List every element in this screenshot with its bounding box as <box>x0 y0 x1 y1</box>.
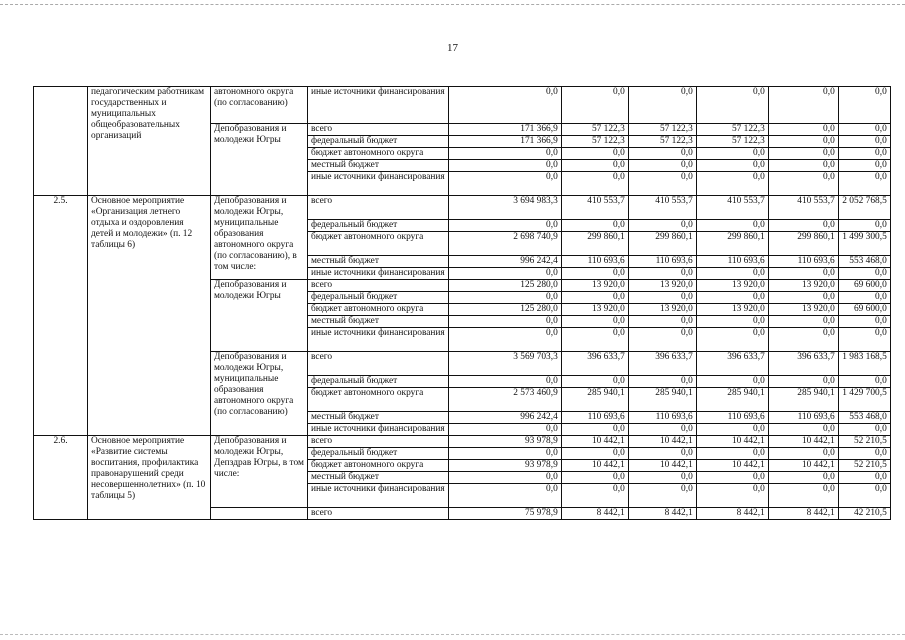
table-row <box>34 87 891 124</box>
table-cell: 0,0 <box>628 328 696 352</box>
table-cell: Депобразования и молодежи Югры <box>211 280 308 352</box>
table-cell: 0,0 <box>561 220 628 232</box>
table-cell: 8 442,1 <box>561 508 628 520</box>
table-cell: 0,0 <box>768 484 838 508</box>
table-cell: 125 280,0 <box>448 280 561 292</box>
table-cell: 299 860,1 <box>628 232 696 256</box>
table-cell: 0,0 <box>628 87 696 124</box>
table-cell: 0,0 <box>448 448 561 460</box>
table-cell: 0,0 <box>768 328 838 352</box>
table-cell: 0,0 <box>838 316 890 328</box>
table-cell: 0,0 <box>696 268 768 280</box>
table-cell: 996 242,4 <box>448 256 561 268</box>
table-cell: федеральный бюджет <box>308 220 449 232</box>
table-cell: 110 693,6 <box>696 256 768 268</box>
funding-table <box>33 86 891 520</box>
table-cell: 57 122,3 <box>628 136 696 148</box>
table-cell: 0,0 <box>838 124 890 136</box>
table-cell: 10 442,1 <box>696 460 768 472</box>
table-row <box>34 436 891 448</box>
table-cell: 0,0 <box>561 172 628 196</box>
table-cell: Депобразования и молодежи Югры <box>211 124 308 196</box>
table-cell: 0,0 <box>838 172 890 196</box>
table-cell: 0,0 <box>768 424 838 436</box>
table-cell: 0,0 <box>768 220 838 232</box>
table-cell: 1 429 700,5 <box>838 388 890 412</box>
table-cell: иные источники финансирования <box>308 328 449 352</box>
table-cell: 396 633,7 <box>696 352 768 376</box>
table-cell: 396 633,7 <box>768 352 838 376</box>
table-cell: 0,0 <box>838 424 890 436</box>
table-cell: 110 693,6 <box>768 256 838 268</box>
table-cell: 2.6. <box>34 436 88 520</box>
table-cell: бюджет автономного округа <box>308 388 449 412</box>
table-cell: 10 442,1 <box>696 436 768 448</box>
table-cell: 285 940,1 <box>628 388 696 412</box>
table-cell: 110 693,6 <box>628 412 696 424</box>
table-cell: 285 940,1 <box>561 388 628 412</box>
table-cell: 0,0 <box>696 484 768 508</box>
table-cell: 57 122,3 <box>696 124 768 136</box>
table-cell: 0,0 <box>838 484 890 508</box>
table-cell: 171 366,9 <box>448 124 561 136</box>
table-cell: 299 860,1 <box>768 232 838 256</box>
table-cell: 0,0 <box>561 268 628 280</box>
table-cell: 0,0 <box>561 376 628 388</box>
table-row <box>34 196 891 220</box>
table-cell: 0,0 <box>838 376 890 388</box>
table-cell: 0,0 <box>768 160 838 172</box>
table-cell: местный бюджет <box>308 256 449 268</box>
table-cell: 69 600,0 <box>838 280 890 292</box>
table-body <box>34 87 891 520</box>
table-cell: 0,0 <box>768 87 838 124</box>
table-cell: 110 693,6 <box>768 412 838 424</box>
table-cell: 0,0 <box>448 160 561 172</box>
table-cell: 69 600,0 <box>838 304 890 316</box>
table-cell: 0,0 <box>628 220 696 232</box>
table-cell: 110 693,6 <box>628 256 696 268</box>
table-cell: иные источники финансирования <box>308 424 449 436</box>
table-cell: 396 633,7 <box>628 352 696 376</box>
table-cell: 110 693,6 <box>561 412 628 424</box>
table-cell: 0,0 <box>561 484 628 508</box>
table-cell: 0,0 <box>696 316 768 328</box>
table-cell: 0,0 <box>561 292 628 304</box>
table-cell: 8 442,1 <box>768 508 838 520</box>
table-cell: 0,0 <box>838 148 890 160</box>
table-cell: бюджет автономного округа <box>308 232 449 256</box>
table-cell: 0,0 <box>838 160 890 172</box>
table-cell: 93 978,9 <box>448 436 561 448</box>
table-cell: 0,0 <box>696 160 768 172</box>
table-cell: 0,0 <box>696 376 768 388</box>
table-cell: иные источники финансирования <box>308 87 449 124</box>
table-cell: Основное мероприятие «Развитие системы воспитания, профилактика правонарушений среди несовершеннолетних» (п. 10 таблицы 5) <box>88 436 211 520</box>
table-cell: 0,0 <box>768 124 838 136</box>
table-cell: местный бюджет <box>308 160 449 172</box>
table-cell: 0,0 <box>561 472 628 484</box>
table-cell: 0,0 <box>838 292 890 304</box>
table-cell: 0,0 <box>561 328 628 352</box>
table-cell <box>34 87 88 196</box>
table-cell: 0,0 <box>696 220 768 232</box>
table-cell: 10 442,1 <box>628 460 696 472</box>
table-cell: всего <box>308 196 449 220</box>
table-cell: 57 122,3 <box>628 124 696 136</box>
table-cell: 299 860,1 <box>561 232 628 256</box>
table-cell: 2 573 460,9 <box>448 388 561 412</box>
table-cell: федеральный бюджет <box>308 136 449 148</box>
table-cell: 0,0 <box>628 316 696 328</box>
table-cell: 0,0 <box>838 448 890 460</box>
table-cell: 75 978,9 <box>448 508 561 520</box>
table-cell: 57 122,3 <box>561 124 628 136</box>
table-cell: 13 920,0 <box>561 304 628 316</box>
table-cell: 0,0 <box>628 160 696 172</box>
table-cell: 10 442,1 <box>561 436 628 448</box>
table-cell: 2 052 768,5 <box>838 196 890 220</box>
table-cell: 0,0 <box>448 172 561 196</box>
table-cell: всего <box>308 436 449 448</box>
table-cell: 0,0 <box>696 148 768 160</box>
table-cell <box>211 508 308 520</box>
table-cell: 57 122,3 <box>696 136 768 148</box>
table-cell: 996 242,4 <box>448 412 561 424</box>
table-cell: 0,0 <box>768 268 838 280</box>
table-cell: 13 920,0 <box>768 304 838 316</box>
table-cell: 93 978,9 <box>448 460 561 472</box>
table-cell: 52 210,5 <box>838 436 890 448</box>
table-cell: 10 442,1 <box>768 436 838 448</box>
top-scan-line <box>0 4 905 5</box>
table-cell: Основное мероприятие «Организация летнего отдыха и оздоровления детей и молодежи» (п. 12 таблицы 6) <box>88 196 211 436</box>
table-cell: 10 442,1 <box>628 436 696 448</box>
table-cell: федеральный бюджет <box>308 376 449 388</box>
table-cell: 285 940,1 <box>768 388 838 412</box>
table-cell: 0,0 <box>448 424 561 436</box>
table-cell: федеральный бюджет <box>308 292 449 304</box>
table-cell: 0,0 <box>838 87 890 124</box>
table-cell: 110 693,6 <box>561 256 628 268</box>
table-cell: Депобразования и молодежи Югры, муниципальные образования автономного округа (по согласованию), в том числе: <box>211 196 308 280</box>
table-cell: 0,0 <box>628 484 696 508</box>
table-cell: 0,0 <box>838 268 890 280</box>
table-cell: всего <box>308 124 449 136</box>
bottom-scan-line <box>0 634 905 635</box>
table-cell: местный бюджет <box>308 472 449 484</box>
table-cell: 110 693,6 <box>696 412 768 424</box>
table-cell: 410 553,7 <box>768 196 838 220</box>
table-cell: 0,0 <box>448 292 561 304</box>
table-cell: 0,0 <box>768 136 838 148</box>
table-cell: 10 442,1 <box>768 460 838 472</box>
table-cell: 171 366,9 <box>448 136 561 148</box>
table-cell: 299 860,1 <box>696 232 768 256</box>
table-cell: 0,0 <box>768 148 838 160</box>
table-cell: 0,0 <box>768 172 838 196</box>
table-cell: 553 468,0 <box>838 256 890 268</box>
table-cell: 42 210,5 <box>838 508 890 520</box>
table-cell: 396 633,7 <box>561 352 628 376</box>
table-cell: автономного округа (по согласованию) <box>211 87 308 124</box>
table-cell: 8 442,1 <box>628 508 696 520</box>
table-cell: 0,0 <box>696 292 768 304</box>
table-cell: 13 920,0 <box>768 280 838 292</box>
table-cell: 0,0 <box>628 268 696 280</box>
table-cell: иные источники финансирования <box>308 172 449 196</box>
table-cell: 13 920,0 <box>628 280 696 292</box>
table-cell: 0,0 <box>561 316 628 328</box>
table-cell: 0,0 <box>561 448 628 460</box>
table-cell: 0,0 <box>628 172 696 196</box>
table-cell: 2.5. <box>34 196 88 436</box>
table-cell: 0,0 <box>448 148 561 160</box>
table-cell: 0,0 <box>561 148 628 160</box>
table-cell: 0,0 <box>448 87 561 124</box>
table-cell: 125 280,0 <box>448 304 561 316</box>
table-cell: бюджет автономного округа <box>308 460 449 472</box>
page-number: 17 <box>447 42 458 54</box>
table-cell: 0,0 <box>561 160 628 172</box>
table-cell: 0,0 <box>628 448 696 460</box>
table-cell: 0,0 <box>696 328 768 352</box>
table-cell: 13 920,0 <box>696 280 768 292</box>
table-cell: 0,0 <box>561 87 628 124</box>
table-cell: 0,0 <box>628 424 696 436</box>
table-cell: 0,0 <box>628 292 696 304</box>
table-cell: 0,0 <box>838 220 890 232</box>
table-cell: 0,0 <box>448 268 561 280</box>
table-cell: 0,0 <box>628 472 696 484</box>
table-cell: местный бюджет <box>308 316 449 328</box>
table-cell: 0,0 <box>768 472 838 484</box>
table-cell: всего <box>308 352 449 376</box>
table-cell: 0,0 <box>768 448 838 460</box>
table-cell: местный бюджет <box>308 412 449 424</box>
table-cell: Депобразования и молодежи Югры, муниципальные образования автономного округа (по согласованию) <box>211 352 308 436</box>
table-cell: 13 920,0 <box>628 304 696 316</box>
table-cell: 410 553,7 <box>628 196 696 220</box>
table-cell: 13 920,0 <box>696 304 768 316</box>
table-cell: 0,0 <box>448 328 561 352</box>
table-cell: 57 122,3 <box>561 136 628 148</box>
table-cell: 553 468,0 <box>838 412 890 424</box>
table-cell: 0,0 <box>838 328 890 352</box>
table-cell: 0,0 <box>628 376 696 388</box>
table-cell: 410 553,7 <box>561 196 628 220</box>
table-cell: 10 442,1 <box>561 460 628 472</box>
table-cell: 0,0 <box>696 472 768 484</box>
table-cell: 0,0 <box>696 172 768 196</box>
table-cell: федеральный бюджет <box>308 448 449 460</box>
table-cell: 0,0 <box>768 316 838 328</box>
table-cell: 0,0 <box>448 472 561 484</box>
table-cell: 0,0 <box>768 376 838 388</box>
table-cell: 0,0 <box>696 87 768 124</box>
table-cell: 0,0 <box>448 484 561 508</box>
table-cell: 0,0 <box>448 376 561 388</box>
table-cell: бюджет автономного округа <box>308 148 449 160</box>
table-cell: 0,0 <box>838 472 890 484</box>
table-cell: 1 499 300,5 <box>838 232 890 256</box>
table-cell: 52 210,5 <box>838 460 890 472</box>
table-cell: иные источники финансирования <box>308 484 449 508</box>
table-cell: бюджет автономного округа <box>308 304 449 316</box>
table-cell: Депобразования и молодежи Югры, Депздрав Югры, в том числе: <box>211 436 308 508</box>
table-cell: 0,0 <box>768 292 838 304</box>
table-cell: 2 698 740,9 <box>448 232 561 256</box>
table-cell: всего <box>308 508 449 520</box>
table-cell: 0,0 <box>448 316 561 328</box>
table-cell: иные источники финансирования <box>308 268 449 280</box>
table-cell: 0,0 <box>628 148 696 160</box>
table-cell: 13 920,0 <box>561 280 628 292</box>
table-cell: 285 940,1 <box>696 388 768 412</box>
table-cell: 410 553,7 <box>696 196 768 220</box>
table-cell: 0,0 <box>696 448 768 460</box>
table-cell: 3 694 983,3 <box>448 196 561 220</box>
table-cell: всего <box>308 280 449 292</box>
table-cell: педагогическим работникам государственных и муниципальных общеобразовательных организаций <box>88 87 211 196</box>
table-cell: 0,0 <box>448 220 561 232</box>
table-cell: 3 569 703,3 <box>448 352 561 376</box>
table-cell: 0,0 <box>838 136 890 148</box>
table-cell: 1 983 168,5 <box>838 352 890 376</box>
table-cell: 0,0 <box>696 424 768 436</box>
table-cell: 8 442,1 <box>696 508 768 520</box>
table-cell: 0,0 <box>561 424 628 436</box>
